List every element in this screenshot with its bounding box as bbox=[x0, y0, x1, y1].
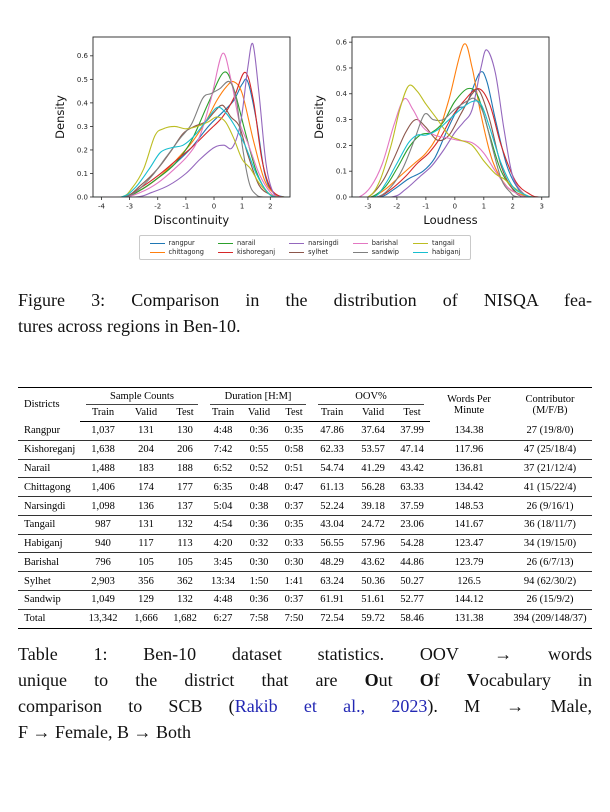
legend-line-swatch bbox=[413, 243, 428, 244]
caption-text: V bbox=[466, 669, 480, 690]
y-tick-label: 0.0 bbox=[335, 193, 347, 202]
caption-text: F → Female, B → Both bbox=[18, 721, 192, 742]
table-row bbox=[18, 591, 592, 610]
caption-text: O bbox=[364, 669, 379, 690]
caption-text: ocabulary in bbox=[479, 669, 593, 690]
caption-text: ). M → Male, bbox=[427, 695, 593, 716]
figure-caption bbox=[18, 287, 592, 339]
legend-line-swatch bbox=[289, 252, 304, 253]
table-cell: 4:48 bbox=[204, 591, 242, 610]
table-cell: 48.29 bbox=[312, 553, 352, 572]
table-row bbox=[18, 609, 592, 628]
table-cell: 13:34 bbox=[204, 572, 242, 591]
table-cell: 129 bbox=[126, 591, 166, 610]
table-cell: 0:38 bbox=[242, 497, 276, 516]
sub-header-cell: Train bbox=[204, 405, 242, 422]
legend-label: narsingdi bbox=[308, 239, 339, 247]
loudness-density-chart bbox=[312, 30, 557, 230]
table-cell: 7:50 bbox=[284, 613, 304, 625]
caption-line bbox=[18, 693, 592, 719]
table-cell: 1,406 bbox=[80, 478, 126, 497]
caption-text: unique to the district that are bbox=[18, 669, 365, 690]
x-axis-label: Loudness bbox=[423, 213, 478, 227]
table-cell: 41.29 bbox=[352, 459, 394, 478]
table-cell: 59.72 bbox=[361, 613, 385, 625]
legend-item-rangpur bbox=[150, 239, 204, 247]
x-axis-label: Discontinuity bbox=[153, 213, 230, 227]
legend-line-swatch bbox=[413, 252, 428, 253]
table-row bbox=[18, 478, 592, 497]
legend-item-chittagong bbox=[150, 248, 204, 256]
legend-label: sandwip bbox=[371, 248, 399, 256]
district-cell: Total bbox=[24, 613, 46, 625]
table-cell: 1,638 bbox=[80, 440, 126, 459]
table-cell: 0:36 bbox=[242, 422, 276, 441]
sub-header-cell: Test bbox=[394, 405, 430, 422]
table-cell: 987 bbox=[80, 515, 126, 534]
series-chittagong bbox=[350, 44, 551, 198]
table-cell: 5:04 bbox=[204, 497, 242, 516]
table-cell: 131.38 bbox=[454, 613, 484, 625]
table-cell: 131 bbox=[126, 515, 166, 534]
table-cell: 131 bbox=[126, 422, 166, 441]
table-cell: 57.96 bbox=[352, 534, 394, 553]
y-tick-label: 0.5 bbox=[76, 75, 88, 84]
table-cell: 1,666 bbox=[134, 613, 158, 625]
table-cell: 47 (25/18/4) bbox=[508, 440, 592, 459]
table-cell: 6:52 bbox=[204, 459, 242, 478]
table-cell: 4:54 bbox=[204, 515, 242, 534]
y-tick-label: 0.0 bbox=[76, 193, 88, 202]
table-cell: 0:30 bbox=[276, 553, 312, 572]
table-group-header-row bbox=[18, 388, 592, 406]
legend-line-swatch bbox=[150, 252, 165, 253]
table-cell: 123.79 bbox=[430, 553, 508, 572]
table-cell: 130 bbox=[166, 422, 204, 441]
table-cell: 54.74 bbox=[312, 459, 352, 478]
y-axis bbox=[336, 39, 352, 202]
table-cell: 13,342 bbox=[88, 613, 118, 625]
table-row bbox=[18, 534, 592, 553]
nisqa-charts-row bbox=[0, 30, 610, 230]
sub-header-cell: Valid bbox=[352, 405, 394, 422]
legend-item-sandwip bbox=[353, 248, 399, 256]
legend-label: tangail bbox=[431, 239, 455, 247]
table-cell: 41 (15/22/4) bbox=[508, 478, 592, 497]
table-cell: 36 (18/11/7) bbox=[508, 515, 592, 534]
legend-label: sylhet bbox=[308, 248, 329, 256]
table-header bbox=[18, 388, 592, 422]
table-cell: 796 bbox=[80, 553, 126, 572]
table-row bbox=[18, 459, 592, 478]
legend-item-tangail bbox=[413, 239, 460, 247]
table-cell: 72.54 bbox=[320, 613, 344, 625]
legend-label: chittagong bbox=[168, 248, 204, 256]
x-tick-label: -2 bbox=[154, 202, 162, 211]
table-cell: 0:37 bbox=[276, 497, 312, 516]
table-cell: 126.5 bbox=[430, 572, 508, 591]
table-cell: 23.06 bbox=[394, 515, 430, 534]
table-cell: 52.24 bbox=[312, 497, 352, 516]
table-cell: 132 bbox=[166, 515, 204, 534]
table-cell: 37.64 bbox=[352, 422, 394, 441]
x-axis bbox=[364, 197, 544, 211]
table-cell: 47.86 bbox=[312, 422, 352, 441]
table-row bbox=[18, 515, 592, 534]
table-cell: 56.28 bbox=[352, 478, 394, 497]
y-tick-label: 0.1 bbox=[335, 167, 347, 176]
legend-label: habiganj bbox=[431, 248, 461, 256]
table-cell: 26 (6/7/13) bbox=[508, 553, 592, 572]
district-cell: Barishal bbox=[18, 553, 80, 572]
table-cell: 51.61 bbox=[352, 591, 394, 610]
group-header-label: OOV% bbox=[318, 391, 424, 405]
table-row bbox=[18, 422, 592, 441]
district-cell: Kishoreganj bbox=[18, 440, 80, 459]
header-cell: Contributor (M/F/B) bbox=[525, 393, 575, 416]
table-cell: 134.42 bbox=[430, 478, 508, 497]
legend-item-kishoreganj bbox=[218, 248, 275, 256]
table-cell: 1,098 bbox=[80, 497, 126, 516]
y-tick-label: 0.3 bbox=[76, 122, 88, 131]
table-cell: 7:42 bbox=[204, 440, 242, 459]
table-cell: 0:35 bbox=[276, 515, 312, 534]
table-cell: 134.38 bbox=[430, 422, 508, 441]
district-cell: Narail bbox=[18, 459, 80, 478]
table-cell: 148.53 bbox=[430, 497, 508, 516]
figure-3 bbox=[0, 30, 610, 339]
table-cell: 0:30 bbox=[242, 553, 276, 572]
caption-text: Figure 3: Comparison in the distribution of NISQA fea- bbox=[18, 290, 592, 310]
table-cell: 37.99 bbox=[394, 422, 430, 441]
table-cell: 43.04 bbox=[312, 515, 352, 534]
x-axis bbox=[98, 197, 273, 211]
series-group bbox=[91, 43, 292, 198]
table-cell: 206 bbox=[166, 440, 204, 459]
table-cell: 94 (62/30/2) bbox=[508, 572, 592, 591]
x-tick-label: 0 bbox=[452, 202, 458, 211]
x-tick-label: 2 bbox=[268, 202, 273, 211]
table-cell: 117 bbox=[126, 534, 166, 553]
x-tick-label: -3 bbox=[126, 202, 134, 211]
header-cell bbox=[312, 388, 430, 406]
table-cell: 105 bbox=[166, 553, 204, 572]
series-sandwip bbox=[350, 98, 551, 198]
table-cell: 117.96 bbox=[430, 440, 508, 459]
district-cell: Rangpur bbox=[18, 422, 80, 441]
table-cell: 61.91 bbox=[312, 591, 352, 610]
table-cell: 6:27 bbox=[213, 613, 233, 625]
table-cell: 1:50 bbox=[242, 572, 276, 591]
sub-header-cell: Train bbox=[312, 405, 352, 422]
table-cell: 0:47 bbox=[276, 478, 312, 497]
header-cell bbox=[80, 388, 204, 406]
discontinuity-density-chart bbox=[53, 30, 298, 230]
caption-line bbox=[18, 313, 592, 339]
table-cell: 4:20 bbox=[204, 534, 242, 553]
series-sylhet bbox=[350, 89, 551, 198]
y-axis-label: Density bbox=[312, 95, 326, 139]
table-cell: 132 bbox=[166, 591, 204, 610]
table-cell: 136 bbox=[126, 497, 166, 516]
caption-line bbox=[18, 667, 592, 693]
dataset-statistics-table bbox=[18, 387, 592, 629]
sub-header-cell: Test bbox=[166, 405, 204, 422]
y-tick-label: 0.2 bbox=[76, 146, 88, 155]
table-cell: 1,037 bbox=[80, 422, 126, 441]
x-tick-label: 0 bbox=[211, 202, 217, 211]
table-cell: 26 (15/9/2) bbox=[508, 591, 592, 610]
table-cell: 0:36 bbox=[242, 591, 276, 610]
sub-header-cell: Valid bbox=[126, 405, 166, 422]
legend-label: kishoreganj bbox=[236, 248, 276, 256]
legend-item-sylhet bbox=[289, 248, 339, 256]
y-tick-label: 0.2 bbox=[335, 141, 347, 150]
citation-link[interactable]: Rakib et al., 2023 bbox=[234, 695, 428, 716]
table-cell: 26 (9/16/1) bbox=[508, 497, 592, 516]
table-cell: 53.57 bbox=[352, 440, 394, 459]
table-cell: 0:51 bbox=[276, 459, 312, 478]
x-tick-label: 2 bbox=[510, 202, 516, 211]
table-cell: 183 bbox=[126, 459, 166, 478]
table-cell: 362 bbox=[166, 572, 204, 591]
legend-label: barishal bbox=[371, 239, 398, 247]
table-cell: 4:48 bbox=[204, 422, 242, 441]
table-cell: 56.55 bbox=[312, 534, 352, 553]
table-cell: 0:36 bbox=[242, 515, 276, 534]
table-cell: 37 (21/12/4) bbox=[508, 459, 592, 478]
table-cell: 61.13 bbox=[312, 478, 352, 497]
legend-item-barishal bbox=[353, 239, 399, 247]
legend-line-swatch bbox=[218, 252, 233, 253]
caption-line bbox=[18, 287, 592, 313]
table-cell: 7:58 bbox=[249, 613, 269, 625]
paper-page bbox=[0, 30, 610, 812]
legend-item-habiganj bbox=[413, 248, 460, 256]
table-cell: 177 bbox=[166, 478, 204, 497]
header-cell bbox=[204, 388, 312, 406]
table-cell: 6:35 bbox=[204, 478, 242, 497]
table-cell: 204 bbox=[126, 440, 166, 459]
table-cell: 24.72 bbox=[352, 515, 394, 534]
y-tick-label: 0.4 bbox=[76, 99, 88, 108]
table-cell: 1,488 bbox=[80, 459, 126, 478]
series-group bbox=[350, 44, 551, 198]
table-cell: 47.14 bbox=[394, 440, 430, 459]
table-row bbox=[18, 497, 592, 516]
table-row bbox=[18, 440, 592, 459]
legend-line-swatch bbox=[218, 243, 233, 244]
table-cell: 43.62 bbox=[352, 553, 394, 572]
x-tick-label: -1 bbox=[182, 202, 190, 211]
table-cell: 0:35 bbox=[276, 422, 312, 441]
district-cell: Habiganj bbox=[18, 534, 80, 553]
district-cell: Chittagong bbox=[18, 478, 80, 497]
table-cell: 137 bbox=[166, 497, 204, 516]
table-cell: 0:52 bbox=[242, 459, 276, 478]
table-cell: 39.18 bbox=[352, 497, 394, 516]
header-cell: Words Per Minute bbox=[447, 393, 491, 416]
table-cell: 2,903 bbox=[80, 572, 126, 591]
table-cell: 0:32 bbox=[242, 534, 276, 553]
legend-label: narail bbox=[236, 239, 256, 247]
table-cell: 1:41 bbox=[276, 572, 312, 591]
table-cell: 113 bbox=[166, 534, 204, 553]
legend-line-swatch bbox=[353, 243, 368, 244]
x-tick-label: 3 bbox=[539, 202, 544, 211]
table-cell: 63.24 bbox=[312, 572, 352, 591]
y-tick-label: 0.6 bbox=[335, 38, 347, 47]
chart-legend bbox=[139, 235, 472, 260]
table-cell: 58.46 bbox=[400, 613, 424, 625]
x-tick-label: 1 bbox=[481, 202, 487, 211]
x-tick-label: 1 bbox=[239, 202, 245, 211]
table-cell: 174 bbox=[126, 478, 166, 497]
legend-line-swatch bbox=[289, 243, 304, 244]
table-cell: 50.36 bbox=[352, 572, 394, 591]
x-tick-label: -4 bbox=[97, 202, 105, 211]
sub-header-cell: Train bbox=[80, 405, 126, 422]
table-cell: 123.47 bbox=[430, 534, 508, 553]
table-cell: 50.27 bbox=[394, 572, 430, 591]
legend-line-swatch bbox=[150, 243, 165, 244]
y-tick-label: 0.3 bbox=[335, 115, 347, 124]
group-header-label: Sample Counts bbox=[86, 391, 198, 405]
table-1 bbox=[18, 387, 592, 629]
table-cell: 43.42 bbox=[394, 459, 430, 478]
table-cell: 34 (19/15/0) bbox=[508, 534, 592, 553]
district-cell: Sandwip bbox=[18, 591, 80, 610]
table-cell: 105 bbox=[126, 553, 166, 572]
y-tick-label: 0.6 bbox=[76, 52, 88, 61]
table-cell: 940 bbox=[80, 534, 126, 553]
district-cell: Tangail bbox=[18, 515, 80, 534]
caption-text: ut bbox=[378, 669, 420, 690]
table-row bbox=[18, 572, 592, 591]
y-axis bbox=[77, 52, 93, 201]
table-caption bbox=[18, 641, 592, 745]
legend-item-narail bbox=[218, 239, 275, 247]
x-tick-label: -2 bbox=[393, 202, 401, 211]
y-tick-label: 0.1 bbox=[76, 169, 88, 178]
table-cell: 0:55 bbox=[242, 440, 276, 459]
group-header-label: Duration [H:M] bbox=[210, 391, 306, 405]
caption-line bbox=[18, 719, 592, 745]
table-cell: 3:45 bbox=[204, 553, 242, 572]
district-cell: Sylhet bbox=[18, 572, 80, 591]
table-body bbox=[18, 422, 592, 629]
x-tick-label: -1 bbox=[422, 202, 430, 211]
table-cell: 141.67 bbox=[430, 515, 508, 534]
caption-text: comparison to SCB ( bbox=[18, 695, 235, 716]
table-cell: 52.77 bbox=[394, 591, 430, 610]
header-cell: Districts bbox=[24, 399, 60, 411]
table-cell: 1,682 bbox=[173, 613, 197, 625]
table-cell: 0:58 bbox=[276, 440, 312, 459]
legend-label: rangpur bbox=[168, 239, 195, 247]
y-axis-label: Density bbox=[53, 95, 67, 139]
table-cell: 394 (209/148/37) bbox=[513, 613, 587, 625]
table-cell: 136.81 bbox=[430, 459, 508, 478]
table-cell: 0:37 bbox=[276, 591, 312, 610]
caption-text: tures across regions in Ben-10. bbox=[18, 316, 241, 336]
x-tick-label: -3 bbox=[364, 202, 372, 211]
table-cell: 37.59 bbox=[394, 497, 430, 516]
table-cell: 144.12 bbox=[430, 591, 508, 610]
y-tick-label: 0.5 bbox=[335, 64, 347, 73]
legend-line-swatch bbox=[353, 252, 368, 253]
table-cell: 188 bbox=[166, 459, 204, 478]
table-cell: 44.86 bbox=[394, 553, 430, 572]
table-cell: 27 (19/8/0) bbox=[508, 422, 592, 441]
table-cell: 0:33 bbox=[276, 534, 312, 553]
sub-header-cell: Test bbox=[276, 405, 312, 422]
series-habiganj bbox=[350, 101, 551, 198]
legend-item-narsingdi bbox=[289, 239, 339, 247]
caption-text: O bbox=[419, 669, 434, 690]
series-narsingdi bbox=[91, 43, 292, 197]
table-row bbox=[18, 553, 592, 572]
caption-text: Table 1: Ben-10 dataset statistics. OOV → words bbox=[18, 643, 592, 664]
caption-text: f bbox=[433, 669, 467, 690]
district-cell: Narsingdi bbox=[18, 497, 80, 516]
caption-line bbox=[18, 641, 592, 667]
table-cell: 1,049 bbox=[80, 591, 126, 610]
series-tangail bbox=[350, 85, 551, 198]
table-cell: 62.33 bbox=[312, 440, 352, 459]
y-tick-label: 0.4 bbox=[335, 90, 347, 99]
table-cell: 54.28 bbox=[394, 534, 430, 553]
sub-header-cell: Valid bbox=[242, 405, 276, 422]
table-cell: 356 bbox=[126, 572, 166, 591]
table-cell: 0:48 bbox=[242, 478, 276, 497]
table-cell: 63.33 bbox=[394, 478, 430, 497]
